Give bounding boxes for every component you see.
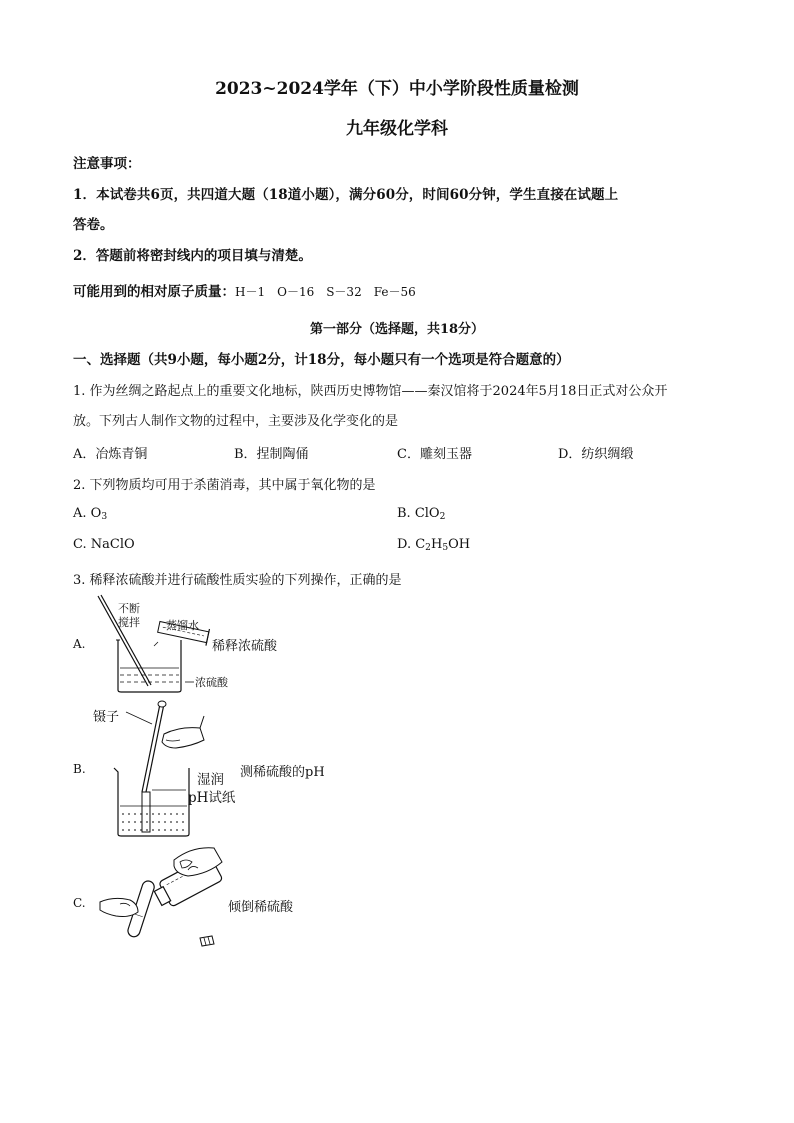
label-stir-1: 不断 <box>118 602 140 615</box>
notice-item-2: 2．答题前将密封线内的项目填与清楚。 <box>73 248 312 264</box>
label-tweezers: 镊子 <box>93 710 120 725</box>
atomic-mass-line <box>73 280 416 300</box>
q2-stem: 2. 下列物质均可用于杀菌消毒，其中属于氧化物的是 <box>73 478 376 493</box>
notice-item-1-line-2: 答卷。 <box>73 217 114 233</box>
label-stir-2: 搅拌 <box>118 616 140 629</box>
q3-option-a-caption: 稀释浓硫酸 <box>212 639 278 654</box>
notice-item-1-line-1: 1．本试卷共6页，共四道大题（18道小题），满分60分，时间60分钟，学生直接在试题上 <box>73 187 619 203</box>
section-heading: 一、选择题（共9小题，每小题2分，计18分，每小题只有一个选项是符合题意的） <box>73 352 570 368</box>
q3-option-c-caption: 倾倒稀硫酸 <box>228 900 294 915</box>
q2-option-d[interactable]: D. $C_2H_5OH$ <box>397 537 471 553</box>
label-distilled-water: 蒸馏水 <box>166 619 199 632</box>
q1-option-d[interactable]: D．纺织绸缎 <box>558 447 634 462</box>
notice-heading: 注意事项： <box>73 156 141 172</box>
q3-option-a-letter[interactable]: A. <box>73 637 86 651</box>
q1-stem-line-1: 1. 作为丝绸之路起点上的重要文化地标，陕西历史博物馆——秦汉馆将于2024年5月18日正式对公众开 <box>73 384 668 399</box>
q2-option-a[interactable]: A. $O_3$ <box>73 506 108 522</box>
q1-stem-line-2: 放。下列古人制作文物的过程中，主要涉及化学变化的是 <box>73 414 399 429</box>
label-ph-paper: pH试纸 <box>188 790 236 806</box>
q1-option-c[interactable]: C．雕刻玉器 <box>397 447 472 462</box>
exam-title: 2023~2024学年（下）中小学阶段性质量检测 <box>215 79 579 99</box>
label-wet: 湿润 <box>197 772 224 788</box>
q3-option-b-letter[interactable]: B. <box>73 762 86 776</box>
atomic-mass-label: 可能用到的相对原子质量： <box>73 284 235 300</box>
q1-option-a[interactable]: A．冶炼青铜 <box>73 447 148 462</box>
q2-option-c[interactable]: C. NaClO <box>73 537 135 552</box>
q3-option-c-letter[interactable]: C. <box>73 896 86 910</box>
pouring-figure <box>96 840 232 952</box>
exam-subtitle: 九年级化学科 <box>346 119 448 139</box>
part1-heading: 第一部分（选择题，共18分） <box>309 322 485 337</box>
q3-option-b-caption: 测稀硫酸的pH <box>240 765 325 780</box>
atomic-mass-values: H－1 O－16 S－32 Fe－56 <box>235 285 416 299</box>
q1-option-b[interactable]: B．捏制陶俑 <box>234 447 309 462</box>
q3-stem: 3. 稀释浓硫酸并进行硫酸性质实验的下列操作，正确的是 <box>73 573 402 588</box>
q2-option-b[interactable]: B. ClO$_2$ <box>397 506 446 522</box>
label-concentrated-acid: 浓硫酸 <box>195 676 228 689</box>
